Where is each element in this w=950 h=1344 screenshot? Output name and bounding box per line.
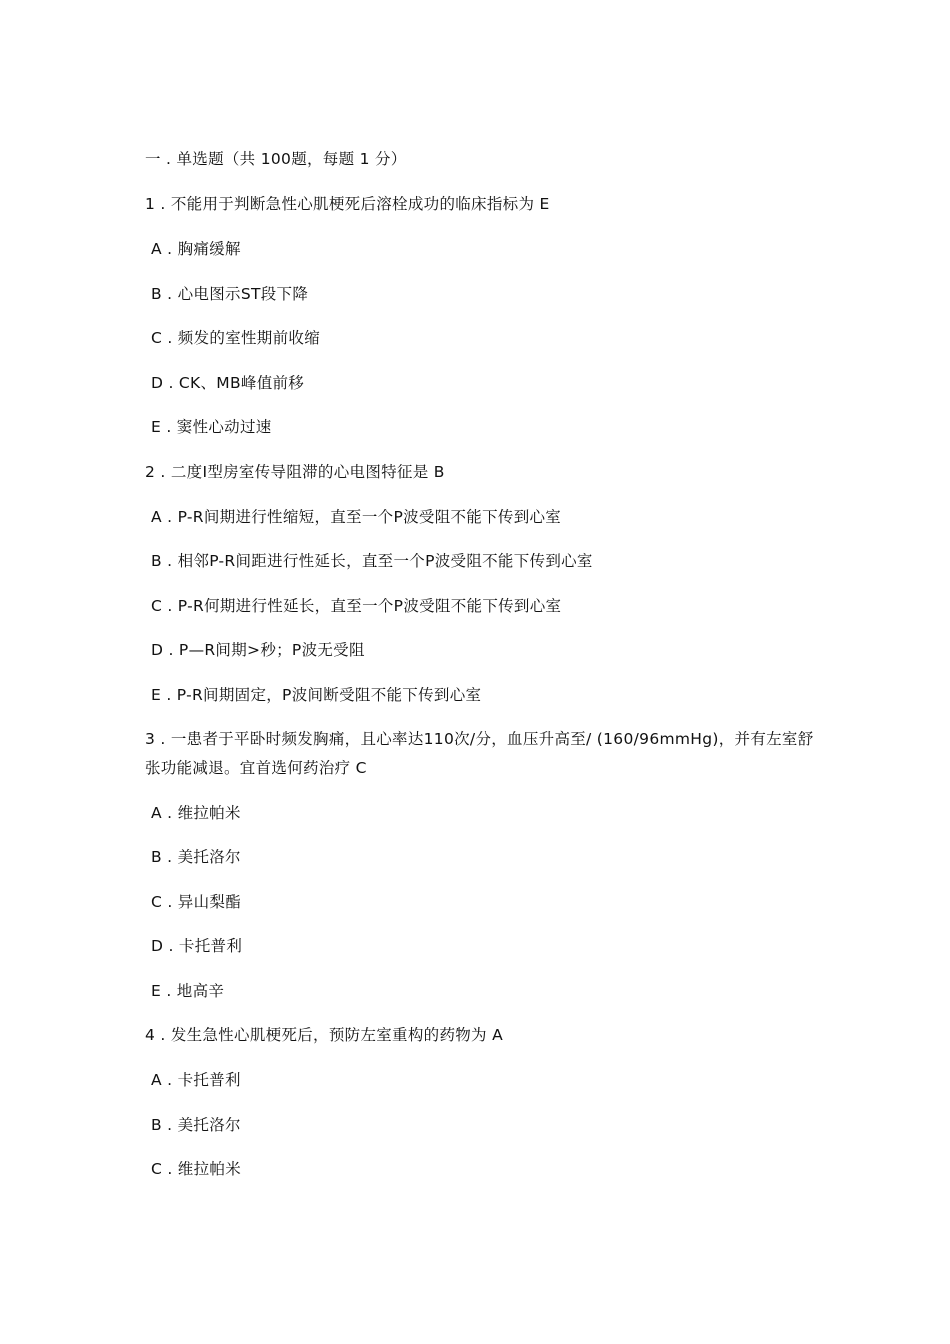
question-3-option-d: D . 卡托普利 [151,937,243,955]
question-1-option-d: D . CK、MB峰值前移 [151,374,305,392]
question-1-option-e: E . 窦性心动过速 [151,418,272,436]
question-2-option-a: A . P-R间期进行性缩短，直至一个P波受阻不能下传到心室 [151,508,562,526]
question-2-option-b: B . 相邻P-R间距进行性延长，直至一个P波受阻不能下传到心室 [151,552,593,570]
section-title: 一 . 单选题（共 100题，每题 1 分） [145,150,407,168]
question-1-option-a: A . 胸痛缓解 [151,240,241,258]
question-1-option-c: C . 频发的室性期前收缩 [151,329,321,347]
question-4: 4 . 发生急性心肌梗死后，预防左室重构的药物为 A [145,1026,503,1044]
question-2-option-e: E . P-R间期固定，P波间断受阻不能下传到心室 [151,686,482,704]
question-2-option-c: C . P-R何期进行性延长，直至一个P波受阻不能下传到心室 [151,597,562,615]
question-3-option-e: E . 地高辛 [151,982,225,1000]
question-4-option-c: C . 维拉帕米 [151,1160,242,1178]
question-3: 3 . 一患者于平卧时频发胸痛，且心率达110次/分，血压升高至/ (160/96mmHg)，并有左室舒张功能减退。宜首选何药治疗 C [145,730,814,777]
question-2-option-d: D . P—R间期>秒；P波无受阻 [151,641,365,659]
question-1-option-b: B . 心电图示ST段下降 [151,285,309,303]
question-3-option-a: A . 维拉帕米 [151,804,241,822]
question-2: 2 . 二度Ⅰ型房室传导阻滞的心电图特征是 B [145,463,445,481]
question-3-option-b: B . 美托洛尔 [151,848,241,866]
question-1: 1 . 不能用于判断急性心肌梗死后溶栓成功的临床指标为 E [145,195,550,213]
question-4-option-a: A . 卡托普利 [151,1071,241,1089]
question-4-option-b: B . 美托洛尔 [151,1116,241,1134]
question-3-option-c: C . 异山梨酯 [151,893,242,911]
